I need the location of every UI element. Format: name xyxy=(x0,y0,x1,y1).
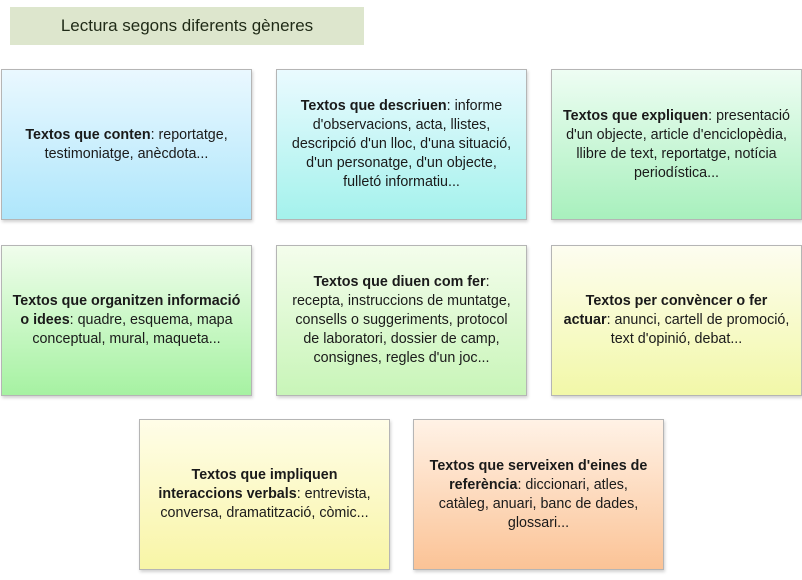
card-text: : informe d'observacions, acta, llistes, descripció d'un lloc, d'una situació, d'un personatge, d'un objecte, fulletó informatiu... xyxy=(291,98,512,190)
card-body xyxy=(561,292,792,349)
card-heading: Textos que conten xyxy=(25,126,151,143)
card-body xyxy=(286,97,517,192)
card-textos-que-impliquen-interaccions xyxy=(139,419,390,570)
card-body xyxy=(423,457,654,533)
diagram-title-text: Lectura segons diferents gèneres xyxy=(60,16,314,35)
card-text: : reportatge, testimoniatge, anècdota... xyxy=(44,126,228,162)
card-textos-que-expliquen xyxy=(551,69,802,220)
card-text: : anunci, cartell de promoció, text d'opinió, debat... xyxy=(606,312,790,347)
card-heading: Textos que serveixen d'eines de referència xyxy=(429,457,648,493)
card-heading: Textos per convèncer o fer actuar xyxy=(563,293,768,328)
card-text: : entrevista, conversa, dramatització, còmic... xyxy=(160,486,371,521)
card-textos-que-conten xyxy=(1,69,252,220)
card-text: : recepta, instruccions de muntatge, consells o suggeriments, protocol de laboratori, dossier de camp, consignes, regles d'un joc... xyxy=(292,274,511,366)
card-body xyxy=(561,107,792,183)
card-textos-per-convencer xyxy=(551,245,802,396)
card-heading: Textos que descriuen xyxy=(300,98,447,114)
card-text: : quadre, esquema, mapa conceptual, mural, maqueta... xyxy=(32,312,233,347)
card-text: : presentació d'un objecte, article d'enciclopèdia, llibre de text, reportatge, notícia periodística... xyxy=(566,107,790,181)
card-heading: Textos que impliquen interaccions verbals xyxy=(158,467,338,502)
card-heading: Textos que organitzen informació o idees xyxy=(12,293,241,328)
card-text: : diccionari, atles, catàleg, anuari, banc de dades, glossari... xyxy=(438,476,639,531)
card-body xyxy=(11,126,242,164)
card-textos-eines-de-referencia xyxy=(413,419,664,570)
diagram-title xyxy=(10,7,364,45)
card-textos-que-descriuen xyxy=(276,69,527,220)
card-heading: Textos que diuen com fer xyxy=(313,274,486,290)
card-body xyxy=(286,273,517,368)
card-heading: Textos que expliquen xyxy=(563,107,709,124)
card-body xyxy=(149,466,380,523)
card-textos-que-diuen-com-fer xyxy=(276,245,527,396)
card-textos-que-organitzen xyxy=(1,245,252,396)
card-body xyxy=(11,292,242,349)
